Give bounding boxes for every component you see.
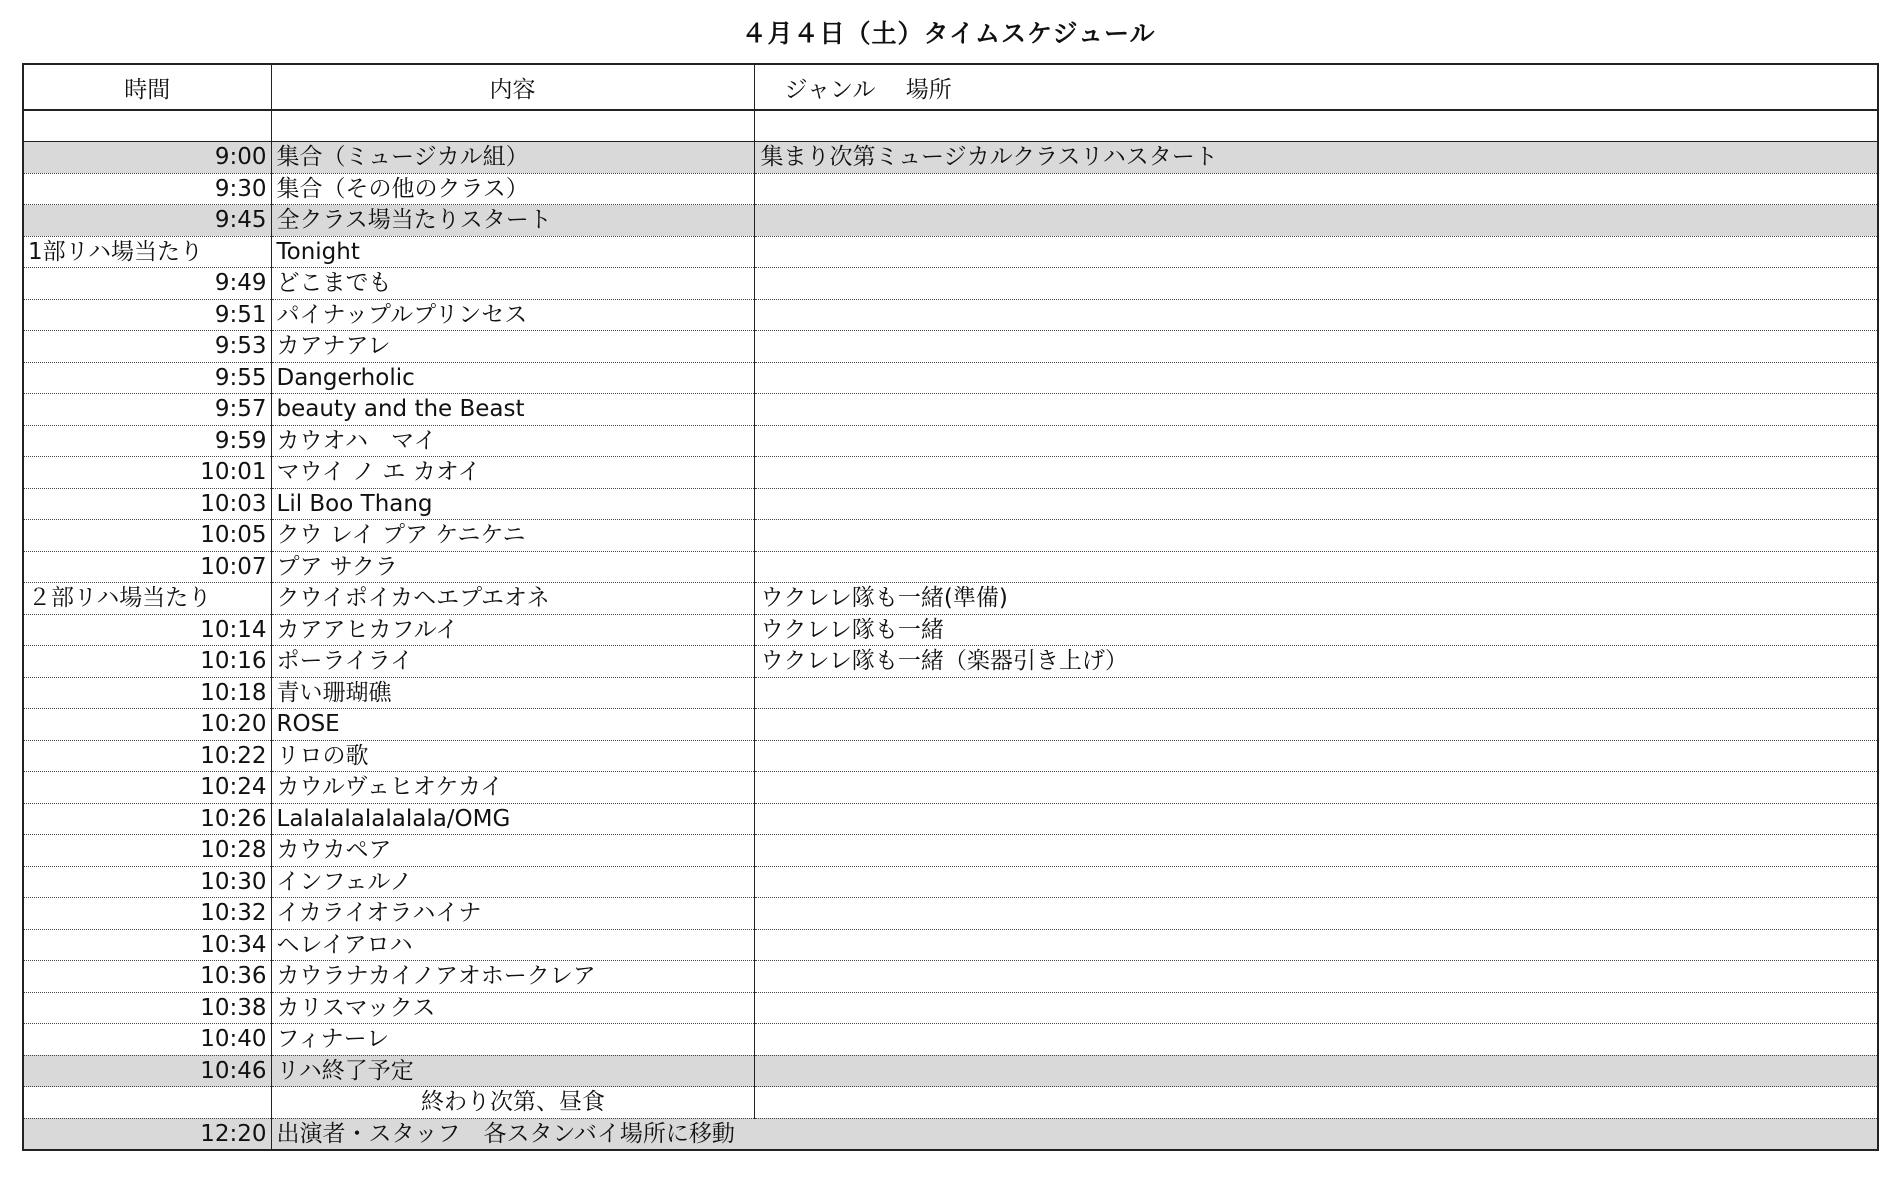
time-cell: 9:55 bbox=[23, 362, 271, 394]
schedule-row bbox=[23, 992, 1878, 1024]
schedule-row bbox=[23, 772, 1878, 804]
time-cell: 9:45 bbox=[23, 205, 271, 237]
genre-place-cell bbox=[754, 425, 1878, 457]
time-cell: 12:20 bbox=[23, 1118, 271, 1150]
spacer-cell bbox=[271, 110, 754, 142]
genre-place-cell bbox=[754, 740, 1878, 772]
header-genre-place: ジャンル 場所 bbox=[754, 64, 1878, 110]
schedule-row bbox=[23, 520, 1878, 552]
content-cell: フィナーレ bbox=[271, 1024, 754, 1056]
time-cell: 10:28 bbox=[23, 835, 271, 867]
schedule-row bbox=[23, 1055, 1878, 1087]
schedule-row bbox=[23, 1118, 1878, 1150]
schedule-row bbox=[23, 299, 1878, 331]
genre-place-cell bbox=[754, 394, 1878, 426]
content-cell: 青い珊瑚礁 bbox=[271, 677, 754, 709]
genre-place-cell bbox=[754, 1024, 1878, 1056]
content-cell: ROSE bbox=[271, 709, 754, 741]
genre-place-cell bbox=[754, 299, 1878, 331]
header-row bbox=[23, 64, 1878, 110]
genre-place-cell: ウクレレ隊も一緒 bbox=[754, 614, 1878, 646]
time-cell: 10:30 bbox=[23, 866, 271, 898]
schedule-row bbox=[23, 866, 1878, 898]
time-cell: 10:32 bbox=[23, 898, 271, 930]
content-cell: カリスマックス bbox=[271, 992, 754, 1024]
schedule-row bbox=[23, 331, 1878, 363]
content-cell: カウルヴェヒオケカイ bbox=[271, 772, 754, 804]
genre-place-cell bbox=[754, 835, 1878, 867]
header-time: 時間 bbox=[23, 64, 271, 110]
time-cell: 10:18 bbox=[23, 677, 271, 709]
genre-place-cell bbox=[754, 929, 1878, 961]
schedule-row bbox=[23, 394, 1878, 426]
content-cell: パイナップルプリンセス bbox=[271, 299, 754, 331]
schedule-row bbox=[23, 142, 1878, 174]
schedule-row bbox=[23, 709, 1878, 741]
time-cell: 10:07 bbox=[23, 551, 271, 583]
genre-place-cell bbox=[754, 236, 1878, 268]
schedule-row bbox=[23, 961, 1878, 993]
content-cell: ヘレイアロハ bbox=[271, 929, 754, 961]
genre-place-cell bbox=[754, 457, 1878, 489]
content-cell: クウ レイ プア ケニケニ bbox=[271, 520, 754, 552]
content-cell: イカライオラハイナ bbox=[271, 898, 754, 930]
content-cell: リハ終了予定 bbox=[271, 1055, 754, 1087]
genre-place-cell bbox=[754, 1118, 1878, 1150]
time-cell: 9:51 bbox=[23, 299, 271, 331]
content-cell: どこまでも bbox=[271, 268, 754, 300]
time-cell: 10:01 bbox=[23, 457, 271, 489]
schedule-row bbox=[23, 583, 1878, 615]
content-cell: Dangerholic bbox=[271, 362, 754, 394]
content-cell: マウイ ノ エ カオイ bbox=[271, 457, 754, 489]
time-cell: 10:22 bbox=[23, 740, 271, 772]
content-cell: 集合（その他のクラス） bbox=[271, 173, 754, 205]
content-cell: カウカペア bbox=[271, 835, 754, 867]
schedule-title: ４月４日（土）タイムスケジュール bbox=[741, 19, 1156, 48]
genre-place-cell bbox=[754, 709, 1878, 741]
genre-place-cell bbox=[754, 173, 1878, 205]
schedule-body bbox=[23, 110, 1878, 1150]
genre-place-cell bbox=[754, 866, 1878, 898]
schedule-row bbox=[23, 929, 1878, 961]
genre-place-cell bbox=[754, 961, 1878, 993]
content-cell: Tonight bbox=[271, 236, 754, 268]
genre-place-cell bbox=[754, 331, 1878, 363]
time-cell: 9:59 bbox=[23, 425, 271, 457]
content-cell: リロの歌 bbox=[271, 740, 754, 772]
genre-place-cell bbox=[754, 362, 1878, 394]
genre-place-cell bbox=[754, 268, 1878, 300]
schedule-row bbox=[23, 488, 1878, 520]
genre-place-cell bbox=[754, 898, 1878, 930]
time-cell: 9:00 bbox=[23, 142, 271, 174]
content-cell: クウイポイカヘエプエオネ bbox=[271, 583, 754, 615]
time-cell: 10:14 bbox=[23, 614, 271, 646]
header-content: 内容 bbox=[271, 64, 754, 110]
schedule-row bbox=[23, 362, 1878, 394]
genre-place-cell bbox=[754, 551, 1878, 583]
time-cell: 10:40 bbox=[23, 1024, 271, 1056]
schedule-table bbox=[22, 63, 1879, 1151]
content-cell: 終わり次第、昼食 bbox=[271, 1087, 754, 1119]
time-cell: 10:46 bbox=[23, 1055, 271, 1087]
genre-place-cell bbox=[754, 803, 1878, 835]
time-cell: 9:30 bbox=[23, 173, 271, 205]
schedule-row bbox=[23, 835, 1878, 867]
genre-place-cell bbox=[754, 677, 1878, 709]
genre-place-cell bbox=[754, 1087, 1878, 1119]
content-cell: beauty and the Beast bbox=[271, 394, 754, 426]
time-cell: 10:16 bbox=[23, 646, 271, 678]
schedule-row bbox=[23, 457, 1878, 489]
genre-place-cell bbox=[754, 205, 1878, 237]
time-cell: 9:53 bbox=[23, 331, 271, 363]
genre-place-cell bbox=[754, 520, 1878, 552]
time-cell: 10:36 bbox=[23, 961, 271, 993]
spacer-cell bbox=[23, 110, 271, 142]
content-cell: カアアヒカフルイ bbox=[271, 614, 754, 646]
genre-place-cell bbox=[754, 1055, 1878, 1087]
genre-place-cell: ウクレレ隊も一緒（楽器引き上げ） bbox=[754, 646, 1878, 678]
time-cell: 10:34 bbox=[23, 929, 271, 961]
schedule-row bbox=[23, 646, 1878, 678]
content-cell: Lil Boo Thang bbox=[271, 488, 754, 520]
time-cell: ２部リハ場当たり bbox=[23, 583, 271, 615]
time-cell: 10:26 bbox=[23, 803, 271, 835]
schedule-row bbox=[23, 803, 1878, 835]
content-cell: 集合（ミュージカル組） bbox=[271, 142, 754, 174]
content-cell: 全クラス場当たりスタート bbox=[271, 205, 754, 237]
spacer-cell bbox=[754, 110, 1878, 142]
time-cell: 10:05 bbox=[23, 520, 271, 552]
time-cell: 10:20 bbox=[23, 709, 271, 741]
schedule-row bbox=[23, 268, 1878, 300]
schedule-row bbox=[23, 173, 1878, 205]
time-cell: 10:38 bbox=[23, 992, 271, 1024]
time-cell: 9:49 bbox=[23, 268, 271, 300]
time-cell: 1部リハ場当たり bbox=[23, 236, 271, 268]
schedule-row bbox=[23, 1024, 1878, 1056]
content-cell: プア サクラ bbox=[271, 551, 754, 583]
time-cell: 10:03 bbox=[23, 488, 271, 520]
schedule-row bbox=[23, 1087, 1878, 1119]
time-cell: 10:24 bbox=[23, 772, 271, 804]
schedule-row bbox=[23, 614, 1878, 646]
content-cell: カウラナカイノアオホークレア bbox=[271, 961, 754, 993]
schedule-row bbox=[23, 677, 1878, 709]
schedule-row bbox=[23, 740, 1878, 772]
genre-place-cell bbox=[754, 772, 1878, 804]
schedule-row bbox=[23, 425, 1878, 457]
genre-place-cell: 集まり次第ミュージカルクラスリハスタート bbox=[754, 142, 1878, 174]
content-cell: 出演者・スタッフ 各スタンバイ場所に移動 bbox=[271, 1118, 754, 1150]
content-cell: Lalalalalalalala/OMG bbox=[271, 803, 754, 835]
genre-place-cell: ウクレレ隊も一緒(準備) bbox=[754, 583, 1878, 615]
genre-place-cell bbox=[754, 992, 1878, 1024]
genre-place-cell bbox=[754, 488, 1878, 520]
time-cell bbox=[23, 1087, 271, 1119]
schedule-row bbox=[23, 551, 1878, 583]
time-cell: 9:57 bbox=[23, 394, 271, 426]
content-cell: インフェルノ bbox=[271, 866, 754, 898]
spacer-row bbox=[23, 110, 1878, 142]
content-cell: ポーライライ bbox=[271, 646, 754, 678]
content-cell: カウオハ マイ bbox=[271, 425, 754, 457]
schedule-row bbox=[23, 205, 1878, 237]
schedule-row bbox=[23, 898, 1878, 930]
schedule-row bbox=[23, 236, 1878, 268]
content-cell: カアナアレ bbox=[271, 331, 754, 363]
